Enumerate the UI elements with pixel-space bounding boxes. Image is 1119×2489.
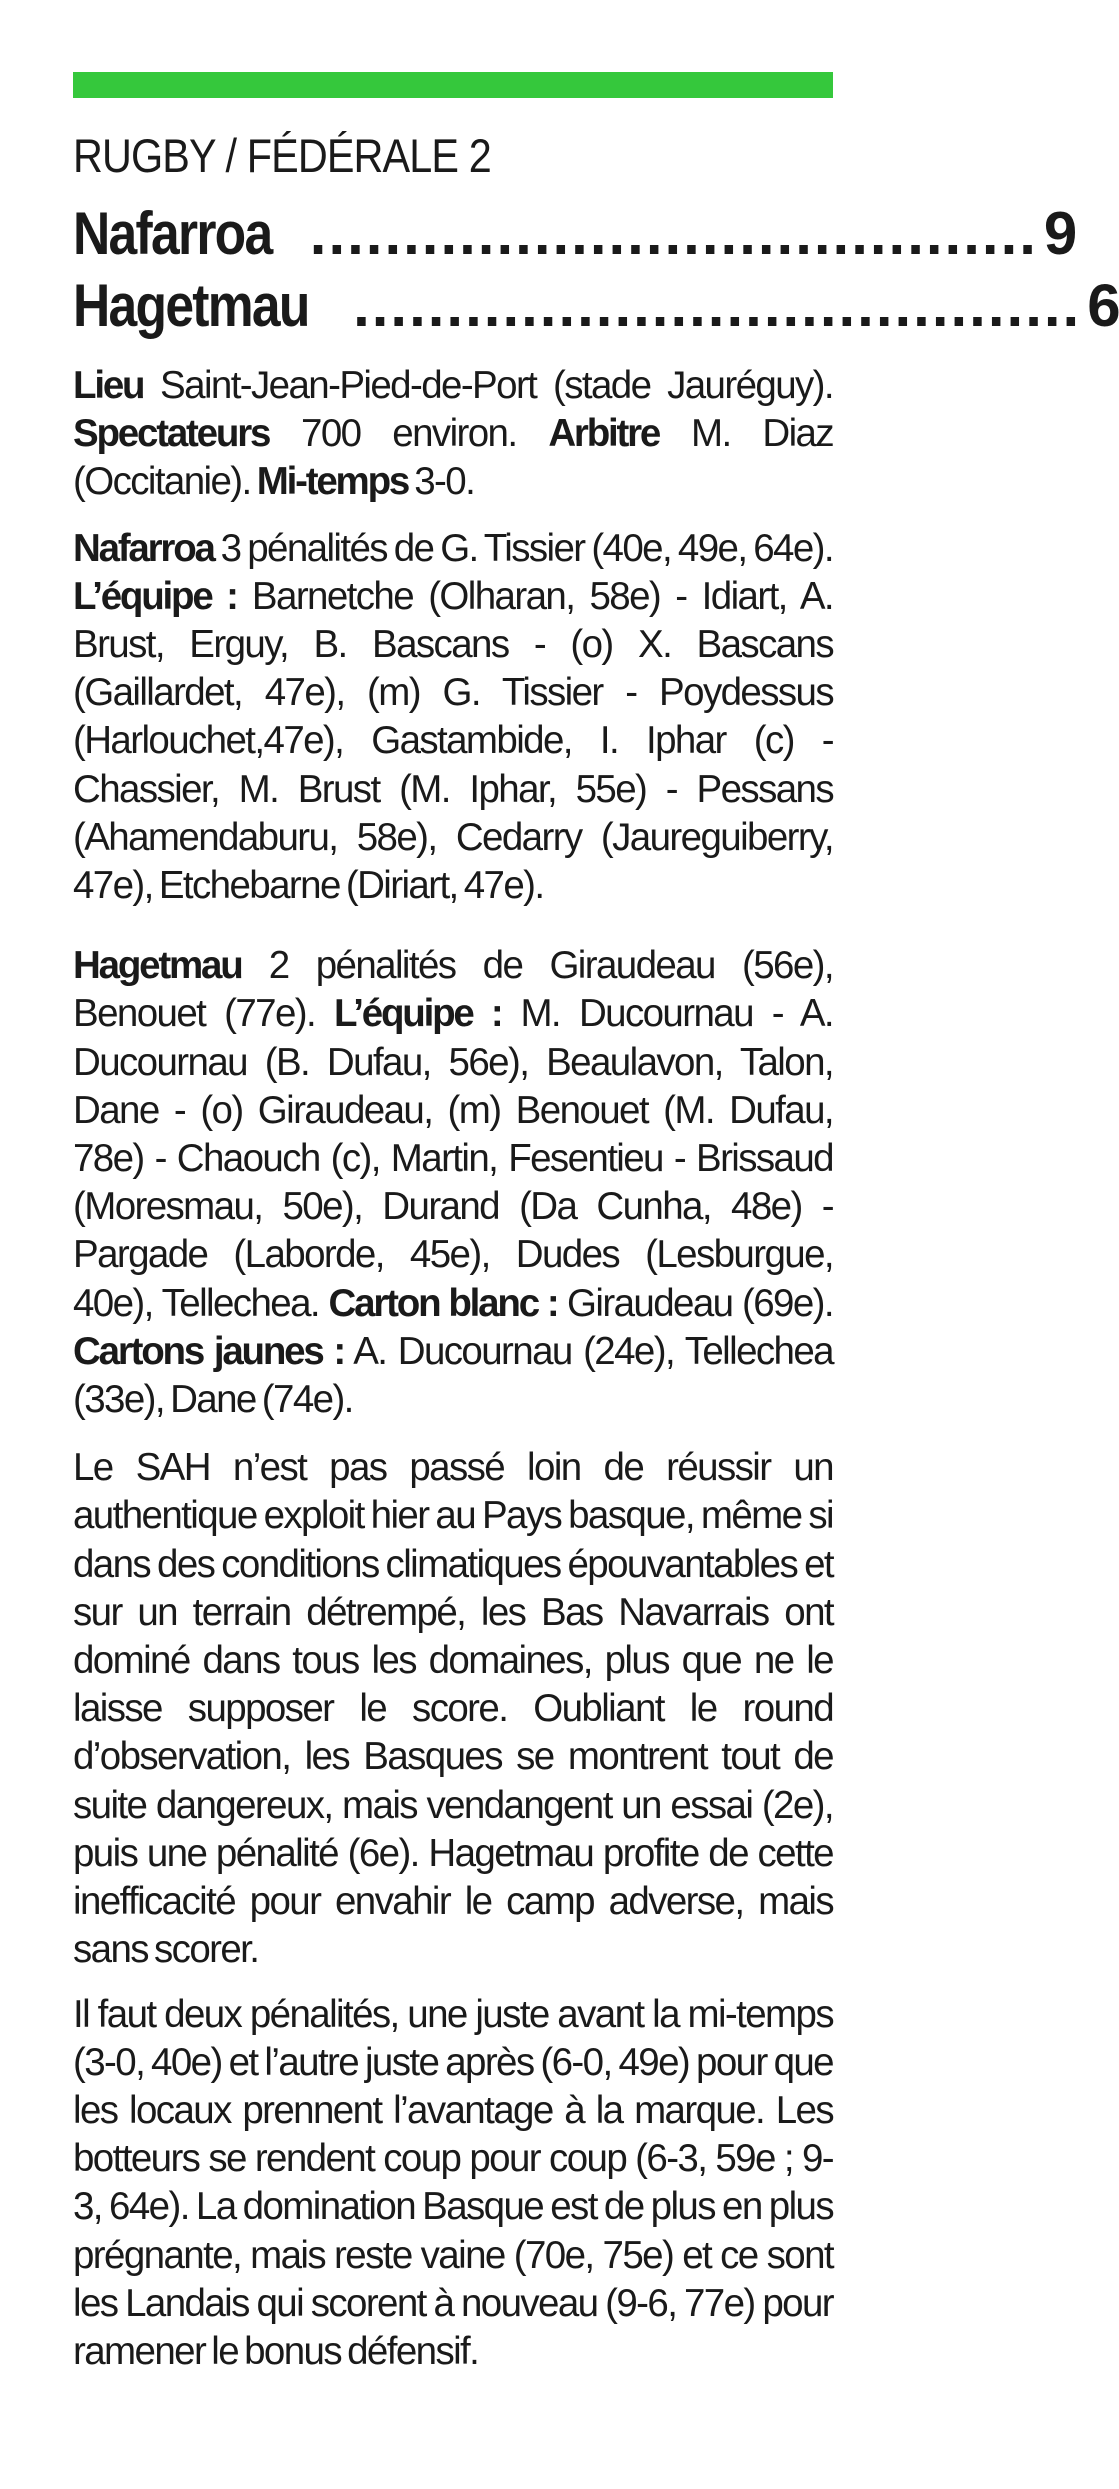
score-leader-dots: ....................................... (353, 272, 1082, 339)
away-team-name: Hagetmau (73, 272, 309, 339)
home-team-name: Nafarroa (73, 200, 272, 267)
away-points-detail: 2 pénalités de Giraudeau (56e), Benouet (77e). (73, 944, 833, 1036)
article-category: RUGBY / FÉDÉRALE 2 (73, 129, 491, 182)
match-info (73, 362, 833, 507)
home-team-lineup (73, 525, 833, 911)
away-team-label: Hagetmau (73, 944, 242, 988)
arbitre-value: M. Diaz (Occitanie). (73, 412, 833, 504)
carton-blanc-label: Carton blanc : (328, 1281, 558, 1325)
home-team-score: 9 (1043, 200, 1076, 267)
cartons-jaunes-text: A. Ducournau (24e), Tellechea (33e), Dane (74e). (73, 1329, 833, 1422)
home-points-detail: 3 pénalités de G. Tissier (40e, 49e, 64e). (213, 526, 833, 570)
cartons-jaunes-label: Cartons jaunes : (73, 1329, 344, 1373)
article-paragraph: Le SAH n’est pas passé loin de réussir un authentique exploit hier au Pays basque, même si dans des conditions climatiques épouvantables et sur un terrain détrempé, les Bas Navarrais ont dominé dans tous les domaines, plus que ne le laisse supposer le score. Oubliant le round d’observation, les Basques se montrent tout de suite dangereux, mais vendangent un essai (2e), puis une pénalité (6e). Hagetmau profite de cette inefficacité pour envahir le camp adverse, mais sans scorer. (73, 1446, 833, 1972)
score-line-home (73, 198, 1076, 270)
section-accent-bar (73, 72, 833, 98)
lieu-label: Lieu (73, 364, 144, 407)
mitemps-label: Mi-temps (256, 460, 409, 504)
carton-blanc-text: Giraudeau (69e). (557, 1281, 833, 1325)
lieu-value: Saint-Jean-Pied-de-Port (stade Jauréguy). (143, 364, 833, 407)
score-leader-dots: ....................................... (309, 200, 1038, 267)
away-team-lineup (73, 942, 833, 1424)
home-team-label: Nafarroa (73, 526, 214, 570)
home-equipe-text: Barnetche (Olharan, 58e) - Idiart, A. Brust, Erguy, B. Bascans - (o) X. Bascans (Gaillardet, 47e), (m) G. Tissier - Poydessus (Harlouchet,47e), Gastambide, I. Iphar (c) - Chassier, M. Brust (M. Iphar, 55e) - Pessans (Ahamendaburu, 58e), Cedarry (Jaureguiberry, 47e), Etchebarne (Diriart, 47e). (73, 574, 833, 908)
score-line-away (73, 270, 1119, 342)
spectateurs-value: 700 environ. (269, 412, 549, 456)
away-equipe-text: M. Ducournau - A. Ducournau (B. Dufau, 56e), Beaulavon, Talon, Dane - (o) Giraudeau, (m) Benouet (M. Dufau, 78e) - Chaouch (c), Martin, Fesentieu - Brissaud (Moresmau, 50e), Durand (Da Cunha, 48e) - Pargade (Laborde, 45e), Dudes (Lesburgue, 40e), Tellechea. (73, 992, 833, 1325)
article (73, 72, 1119, 2376)
mitemps-value: 3-0. (408, 460, 475, 504)
article-paragraph: Il faut deux pénalités, une juste avant la mi-temps (3-0, 40e) et l’autre juste après (6-0, 49e) pour que les locaux prennent l’avantage à la marque. Les botteurs se rendent coup pour coup (6-3, 59e ; 9-3, 64e). La domination Basque est de plus en plus prégnante, mais reste vaine (70e, 75e) et ce sont les Landais qui scorent à nouveau (9-6, 77e) pour ramener le bonus défensif. (73, 1992, 833, 2373)
away-team-score: 6 (1087, 272, 1119, 339)
home-equipe-label: L’équipe : (73, 574, 237, 618)
scoreboard (73, 198, 1119, 342)
arbitre-label: Arbitre (548, 412, 660, 456)
spectateurs-label: Spectateurs (73, 412, 270, 456)
away-equipe-label: L’équipe : (334, 992, 502, 1036)
